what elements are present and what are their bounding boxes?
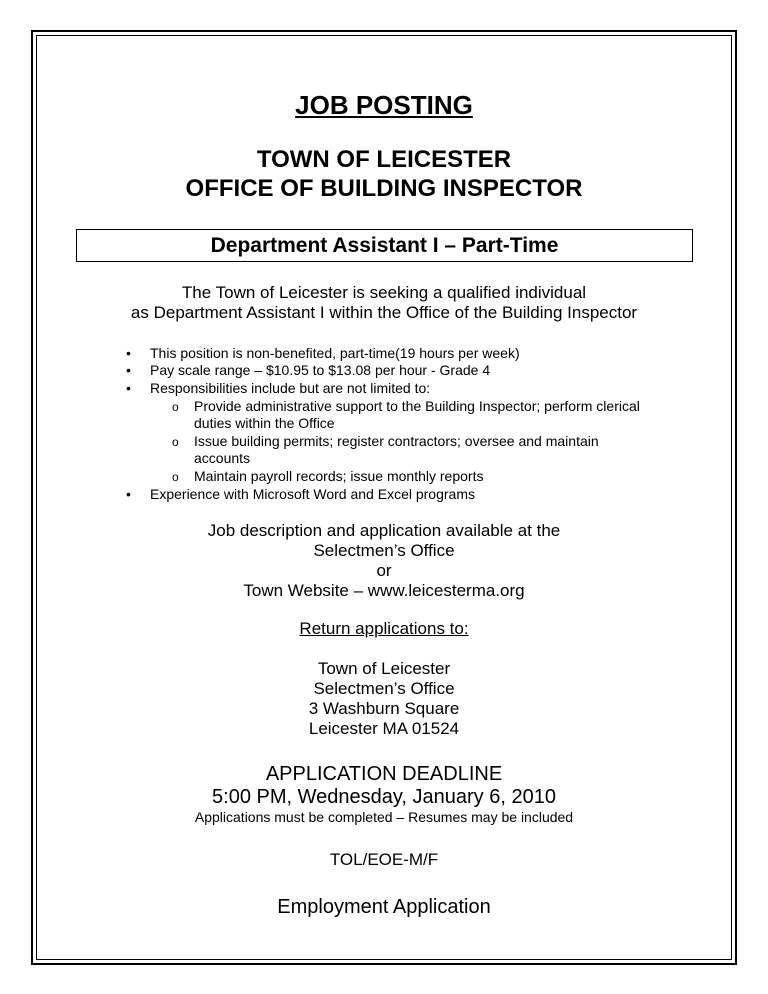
bullet-item: [126, 486, 475, 502]
sub-item-continuation: [194, 450, 250, 466]
bullet-text-responsibilities: Responsibilities include but are not limited to:: [150, 380, 431, 396]
sub-item: [172, 433, 599, 449]
bullet-marker: •: [126, 380, 131, 396]
responsibility-permits: Issue building permits; register contractors; oversee and maintain: [194, 433, 599, 449]
bullet-item: [126, 362, 491, 378]
bullet-marker: •: [126, 486, 131, 502]
availability-line: Job description and application available at the: [207, 521, 561, 540]
bullet-text-benefits: This position is non-benefited, part-time(19 hours per week): [150, 345, 520, 361]
position-title: Department Assistant I – Part-Time: [210, 234, 559, 257]
sub-item: [172, 398, 640, 414]
deadline-note: Applications must be completed – Resumes may be included: [194, 809, 574, 825]
employment-application-label: Employment Application: [277, 896, 491, 918]
sub-marker: o: [172, 435, 179, 449]
return-heading: Return applications to:: [299, 619, 469, 638]
address-line: Leicester MA 01524: [308, 719, 460, 738]
deadline-heading: APPLICATION DEADLINE: [265, 763, 503, 785]
bullet-text-experience: Experience with Microsoft Word and Excel programs: [150, 486, 475, 502]
sub-marker: o: [172, 400, 179, 414]
bullet-item: [126, 345, 520, 361]
availability-or: or: [376, 561, 392, 580]
sub-marker: o: [172, 470, 179, 484]
responsibility-admin-cont: duties within the Office: [194, 415, 335, 431]
intro-line-1: The Town of Leicester is seeking a qualified individual: [181, 283, 587, 302]
responsibility-admin: Provide administrative support to the Building Inspector; perform clerical: [194, 398, 640, 414]
sub-item: [172, 468, 484, 484]
office-name: OFFICE OF BUILDING INSPECTOR: [185, 175, 583, 202]
intro-line-2: as Department Assistant I within the Office of the Building Inspector: [130, 303, 638, 322]
bullet-text-pay: Pay scale range – $10.95 to $13.08 per hour - Grade 4: [150, 362, 491, 378]
responsibility-permits-cont: accounts: [194, 450, 251, 466]
bullet-item: [126, 380, 431, 396]
address-line: Town of Leicester: [317, 659, 451, 678]
address-line: 3 Washburn Square: [308, 699, 460, 718]
availability-office: Selectmen’s Office: [313, 541, 455, 560]
sub-item-continuation: [194, 415, 335, 431]
deadline-datetime: 5:00 PM, Wednesday, January 6, 2010: [212, 786, 556, 808]
bullet-marker: •: [126, 345, 131, 361]
responsibility-payroll: Maintain payroll records; issue monthly reports: [194, 468, 484, 484]
eoe-statement: TOL/EOE-M/F: [329, 850, 439, 869]
availability-website: Town Website – www.leicesterma.org: [243, 581, 525, 600]
organization-name: TOWN OF LEICESTER: [256, 146, 512, 173]
position-title-box: [76, 229, 693, 262]
bullet-marker: •: [126, 362, 131, 378]
address-line: Selectmen’s Office: [313, 679, 455, 698]
page-title: JOB POSTING: [295, 90, 473, 120]
